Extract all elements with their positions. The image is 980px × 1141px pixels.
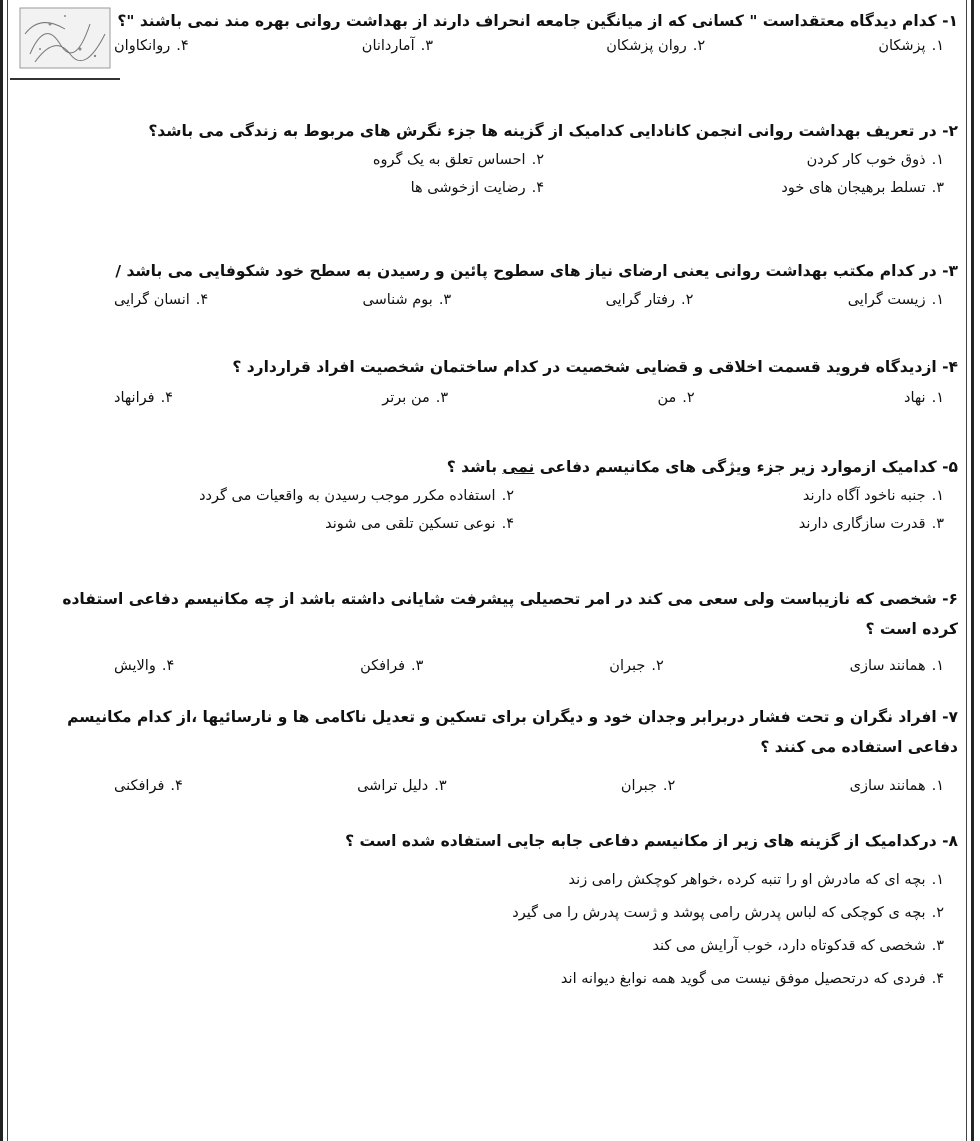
- options: [24, 864, 958, 996]
- options: [24, 488, 958, 532]
- options: [24, 778, 958, 794]
- question-text: ۶- شخصی که نازیباست ولی سعی می کند در امر تحصیلی پیشرفت شایانی داشته باشد از چه مکانیسم دفاعی استفاده کرده است ؟: [62, 590, 958, 638]
- question-1: [24, 6, 958, 54]
- option-4[interactable]: ۴.نوعی تسکین تلقی می شوند: [325, 516, 514, 532]
- options: [24, 658, 958, 674]
- option-1[interactable]: ۱.جنبه ناخود آگاه دارند: [802, 488, 944, 504]
- question-6: [24, 584, 958, 674]
- question-text: ۱- کدام دیدگاه معتقداست " کسانی که از میانگین جامعه انحراف دارند از بهداشت روانی بهره مند نمی باشند "؟: [117, 12, 958, 30]
- option-3[interactable]: ۳.آماردانان: [361, 38, 434, 54]
- option-4[interactable]: ۴.والایش: [114, 658, 175, 674]
- question-2: [24, 116, 958, 196]
- option-1[interactable]: ۱.همانند سازی: [849, 778, 944, 794]
- corner-divider: [10, 78, 120, 80]
- option-4[interactable]: ۴.رضایت ازخوشی ها: [410, 180, 544, 196]
- question-text: ۲- در تعریف بهداشت روانی انجمن کانادایی کدامیک از گزینه ها جزء نگرش های مربوط به زندگی می باشد؟: [148, 122, 958, 140]
- option-4[interactable]: ۴.انسان گرایی: [114, 292, 209, 308]
- option-4[interactable]: ۴.فردی که درتحصیل موفق نیست می گوید همه نوابغ دیوانه اند: [560, 971, 944, 987]
- option-2[interactable]: ۲.بچه ی کوچکی که لباس پدرش رامی پوشد و ژست پدرش را می گیرد: [512, 905, 944, 921]
- question-5: [24, 452, 958, 532]
- question-text: ۵- کدامیک ازموارد زیر جزء ویژگی های مکانیسم دفاعی نمی باشد ؟: [446, 458, 958, 476]
- page-border-left: [0, 0, 8, 1141]
- option-4[interactable]: ۴.فرافکنی: [114, 778, 183, 794]
- option-1[interactable]: ۱.ذوق خوب کار کردن: [806, 152, 944, 168]
- option-3[interactable]: ۳.فرافکن: [360, 658, 424, 674]
- option-2[interactable]: ۲.استفاده مکرر موجب رسیدن به واقعیات می گردد: [199, 488, 514, 504]
- option-2[interactable]: ۲.من: [657, 390, 695, 406]
- options: [24, 390, 958, 406]
- option-2[interactable]: ۲.رفتار گرایی: [605, 292, 694, 308]
- option-2[interactable]: ۲.روان پزشکان: [606, 38, 706, 54]
- question-3: [24, 256, 958, 308]
- option-3[interactable]: ۳.شخصی که قدکوتاه دارد، خوب آرایش می کند: [652, 938, 944, 954]
- options: [24, 152, 958, 196]
- question-7: [24, 702, 958, 794]
- option-2[interactable]: ۲.جبران: [609, 658, 664, 674]
- option-3[interactable]: ۳.من برتر: [382, 390, 449, 406]
- question-text: ۴- ازدیدگاه فروید قسمت اخلاقی و قضایی شخصیت در کدام ساختمان شخصیت افراد قراردارد ؟: [232, 358, 958, 376]
- question-text: ۷- افراد نگران و تحت فشار دربرابر وجدان خود و دیگران برای تسکین و تعدیل ناکامی ها و نارسائیها ،از کدام مکانیسم دفاعی استفاده می کنند ؟: [67, 708, 958, 756]
- question-4: [24, 352, 958, 406]
- option-4[interactable]: ۴.روانکاوان: [114, 38, 189, 54]
- option-3[interactable]: ۳.بوم شناسی: [362, 292, 452, 308]
- option-1[interactable]: ۱.زیست گرایی: [847, 292, 944, 308]
- option-3[interactable]: ۳.دلیل تراشی: [357, 778, 447, 794]
- option-3[interactable]: ۳.قدرت سازگاری دارند: [798, 516, 944, 532]
- option-2[interactable]: ۲.احساس تعلق به یک گروه: [372, 152, 544, 168]
- options: [24, 38, 958, 54]
- option-1[interactable]: ۱.نهاد: [903, 390, 944, 406]
- question-text: ۳- در کدام مکتب بهداشت روانی یعنی ارضای نیاز های سطوح پائین و رسیدن به سطح خود شکوفایی می باشد /: [115, 262, 958, 280]
- option-4[interactable]: ۴.فرانهاد: [114, 390, 173, 406]
- option-3[interactable]: ۳.تسلط برهیجان های خود: [781, 180, 944, 196]
- option-1[interactable]: ۱.بچه ای که مادرش او را تنبه کرده ،خواهر کوچکش رامی زند: [568, 872, 944, 888]
- question-8: [24, 826, 958, 996]
- option-1[interactable]: ۱.پزشکان: [878, 38, 944, 54]
- option-1[interactable]: ۱.همانند سازی: [849, 658, 944, 674]
- page-border-right: [966, 0, 974, 1141]
- negation-underlined: نمی: [502, 458, 535, 476]
- question-text: ۸- درکدامیک از گزینه های زیر از مکانیسم دفاعی جابه جایی استفاده شده است ؟: [345, 832, 958, 850]
- option-2[interactable]: ۲.جبران: [620, 778, 676, 794]
- options: [24, 292, 958, 308]
